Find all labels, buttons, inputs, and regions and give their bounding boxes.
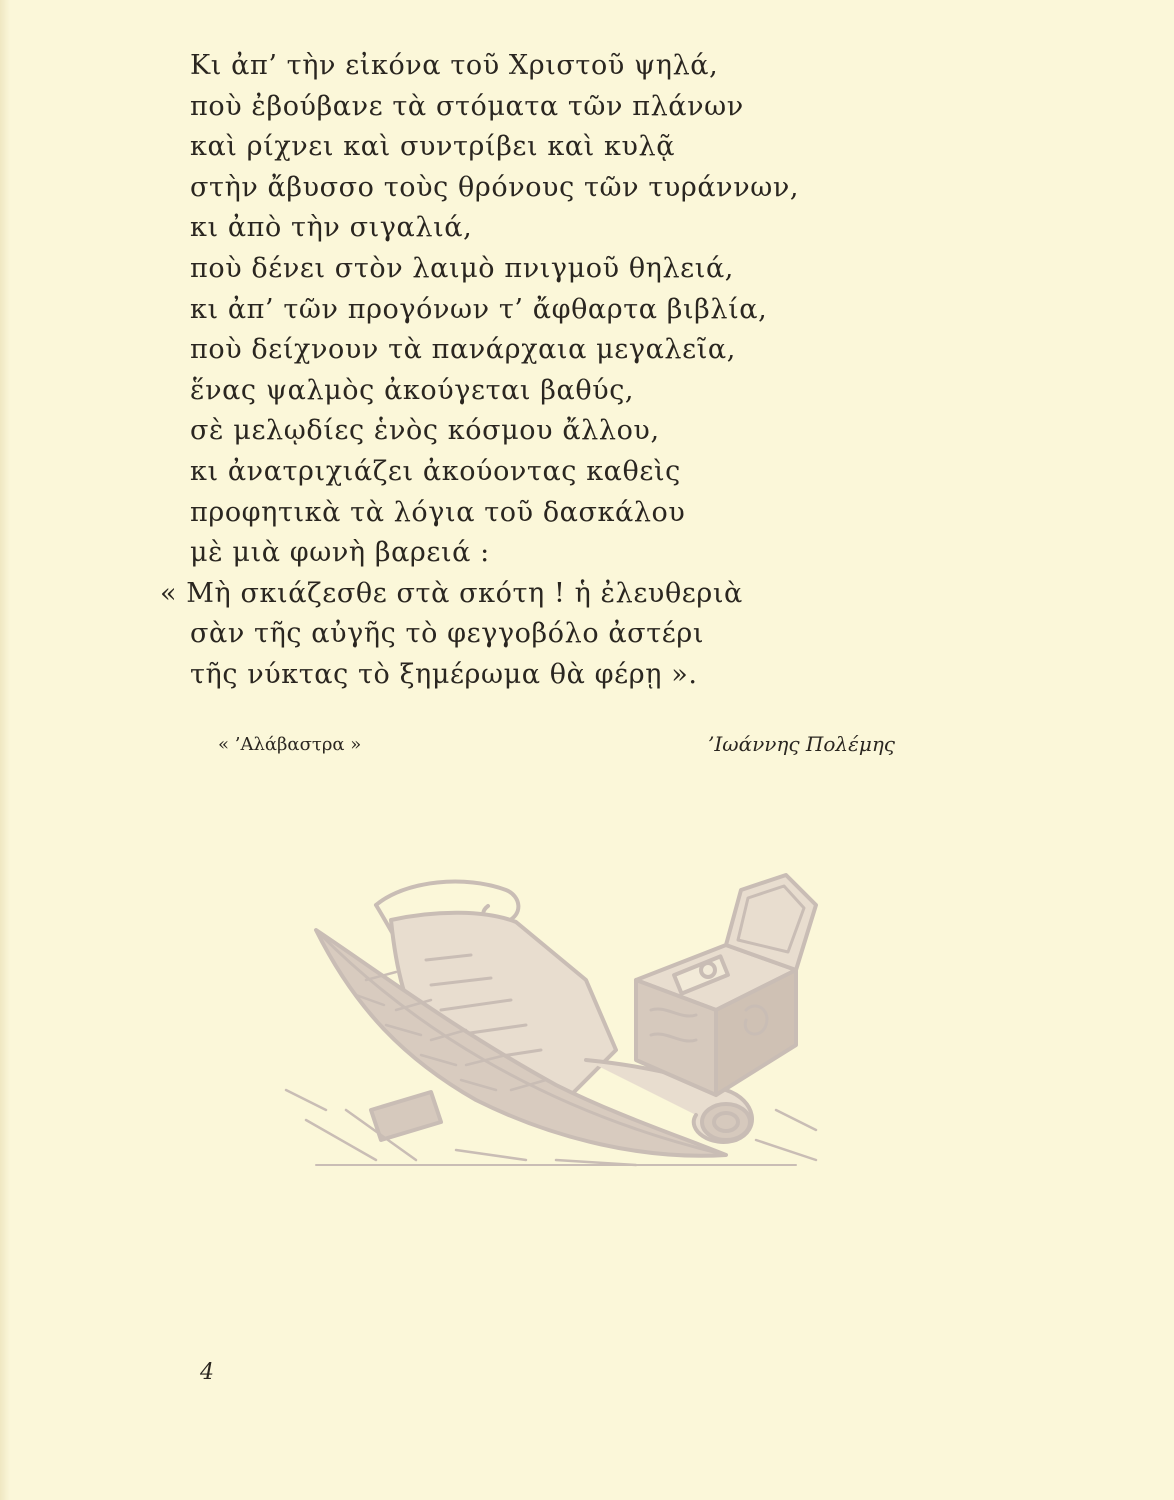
scroll-quill-inkwell-icon — [256, 860, 856, 1190]
poem-line: κι ἀπ’ τῶν προγόνων τ’ ἄφθαρτα βιβλία, — [190, 293, 768, 325]
poem-line: καὶ ρίχνει καὶ συντρίβει καὶ κυλᾷ — [190, 131, 676, 163]
page-number: 4 — [200, 1360, 214, 1385]
poem-line: σὰν τῆς αὐγῆς τὸ φεγγοβόλο ἀστέρι — [190, 618, 704, 650]
poem-line: τῆς νύκτας τὸ ξημέρωμα θὰ φέρῃ ». — [190, 658, 698, 690]
poem-line: κι ἀπὸ τὴν σιγαλιά, — [190, 212, 473, 244]
poem-line: ποὺ δείχνουν τὰ πανάρχαια μεγαλεῖα, — [190, 334, 736, 366]
poem-line: « Μὴ σκιάζεσθε στὰ σκότη ! ἡ ἐλευθεριὰ — [160, 577, 743, 609]
source-title: « ’Αλάβαστρα » — [218, 734, 362, 755]
poem — [160, 46, 1090, 696]
poem-line: σὲ μελῳδίες ἑνὸς κόσμου ἄλλου, — [190, 415, 660, 447]
poem-line: ποὺ δένει στὸν λαιμὸ πνιγμοῦ θηλειά, — [190, 252, 734, 284]
poem-line: Κι ἀπ’ τὴν εἰκόνα τοῦ Χριστοῦ ψηλά, — [190, 50, 719, 81]
page-edge — [0, 0, 10, 1500]
poem-line: ποὺ ἐβούβανε τὰ στόματα τῶν πλάνων — [190, 90, 744, 122]
poem-line: προφητικὰ τὰ λόγια τοῦ δασκάλου — [190, 496, 686, 528]
poem-line: κι ἀνατριχιάζει ἀκούοντας καθεὶς — [190, 455, 681, 487]
poem-line: στὴν ἄβυσσο τοὺς θρόνους τῶν τυράννων, — [190, 171, 800, 203]
author-name: ’Ιωάννης Πολέμης — [708, 732, 896, 756]
poem-line: μὲ μιὰ φωνὴ βαρειά : — [190, 537, 490, 569]
poem-line: ἕνας ψαλμὸς ἀκούγεται βαθύς, — [190, 374, 635, 406]
